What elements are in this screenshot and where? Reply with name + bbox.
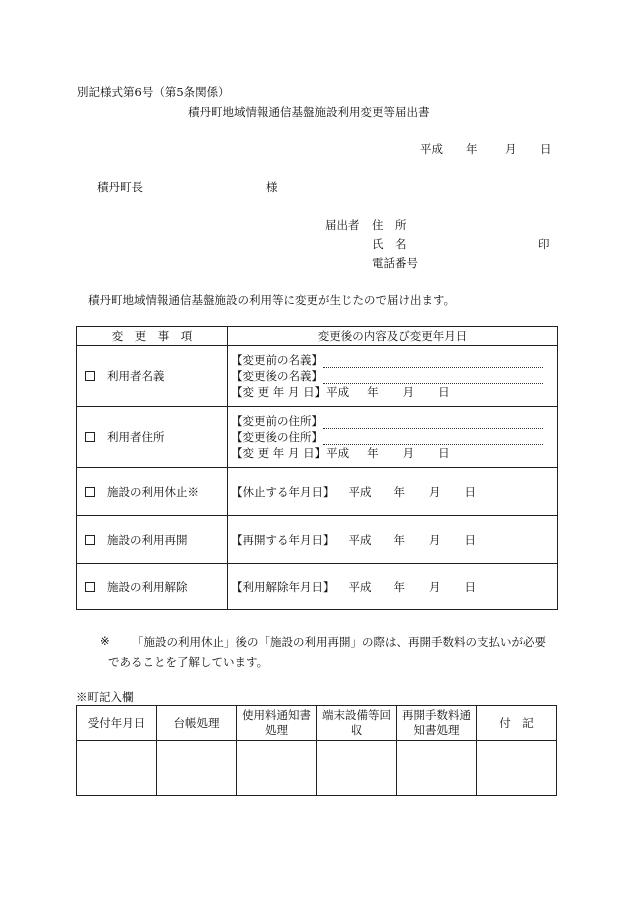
col-ledger: 台帳処理: [157, 706, 237, 741]
note-line-2: であることを了解しています。: [108, 655, 269, 669]
checkbox-cancel[interactable]: [85, 582, 95, 592]
document-title: 積丹町地域情報通信基盤施設利用変更等届出書: [188, 105, 430, 119]
table-row: 施設の利用解除 【利用解除年月日】 平成 年 月 日: [77, 564, 558, 610]
note-mark: ※: [100, 634, 110, 648]
col-received-date: 受付年月日: [77, 706, 157, 741]
form-number: 別記様式第6号（第5条関係）: [77, 85, 230, 99]
checkbox-address[interactable]: [85, 432, 95, 442]
col-fee-notice: 使用料通知書処理: [237, 706, 317, 741]
intro-text: 積丹町地域情報通信基盤施設の利用等に変更が生じたので届け出ます。: [88, 293, 456, 307]
col-reopen-fee: 再開手数料通知書処理: [397, 706, 477, 741]
col-equipment-return: 端末設備等回収: [317, 706, 397, 741]
header-item: 変 更 事 項: [77, 327, 228, 346]
office-use-entry-row: [77, 741, 557, 796]
note-line-1: 「施設の利用休止」後の「施設の利用再開」の際は、再開手数料の支払いが必要: [132, 635, 546, 649]
applicant-label: 届出者: [325, 218, 360, 232]
applicant-address-label: 住 所: [372, 218, 407, 232]
checkbox-suspend[interactable]: [85, 487, 95, 497]
office-use-header: [77, 706, 557, 741]
table-row: 施設の利用再開 【再開する年月日】 平成 年 月 日: [77, 516, 558, 564]
change-table-header: [77, 327, 558, 346]
before-name-field[interactable]: [323, 356, 543, 368]
seal-mark: 印: [538, 237, 550, 251]
header-content: 変更後の内容及び変更年月日: [228, 327, 558, 346]
table-row: 施設の利用休止※ 【休止する年月日】 平成 年 月 日: [77, 468, 558, 516]
after-name-field[interactable]: [323, 372, 543, 384]
applicant-name-label: 氏 名: [372, 237, 407, 251]
before-address-field[interactable]: [323, 417, 543, 429]
office-use-table: [76, 705, 557, 796]
table-row: 利用者名義 【変更前の名義】 【変更後の名義】 【変 更 年 月 日】平成 年 月 日: [77, 346, 558, 407]
addressee-honorific: 様: [266, 180, 278, 194]
table-row: 利用者住所 【変更前の住所】 【変更後の住所】 【変 更 年 月 日】平成 年 月 日: [77, 407, 558, 468]
office-use-label: ※町記入欄: [76, 690, 134, 704]
col-remarks: 付 記: [477, 706, 557, 741]
applicant-phone-label: 電話番号: [372, 256, 418, 270]
addressee-name: 積丹町長: [97, 180, 143, 194]
change-table: [76, 326, 558, 610]
after-address-field[interactable]: [323, 433, 543, 445]
checkbox-name[interactable]: [85, 371, 95, 381]
checkbox-resume[interactable]: [85, 535, 95, 545]
